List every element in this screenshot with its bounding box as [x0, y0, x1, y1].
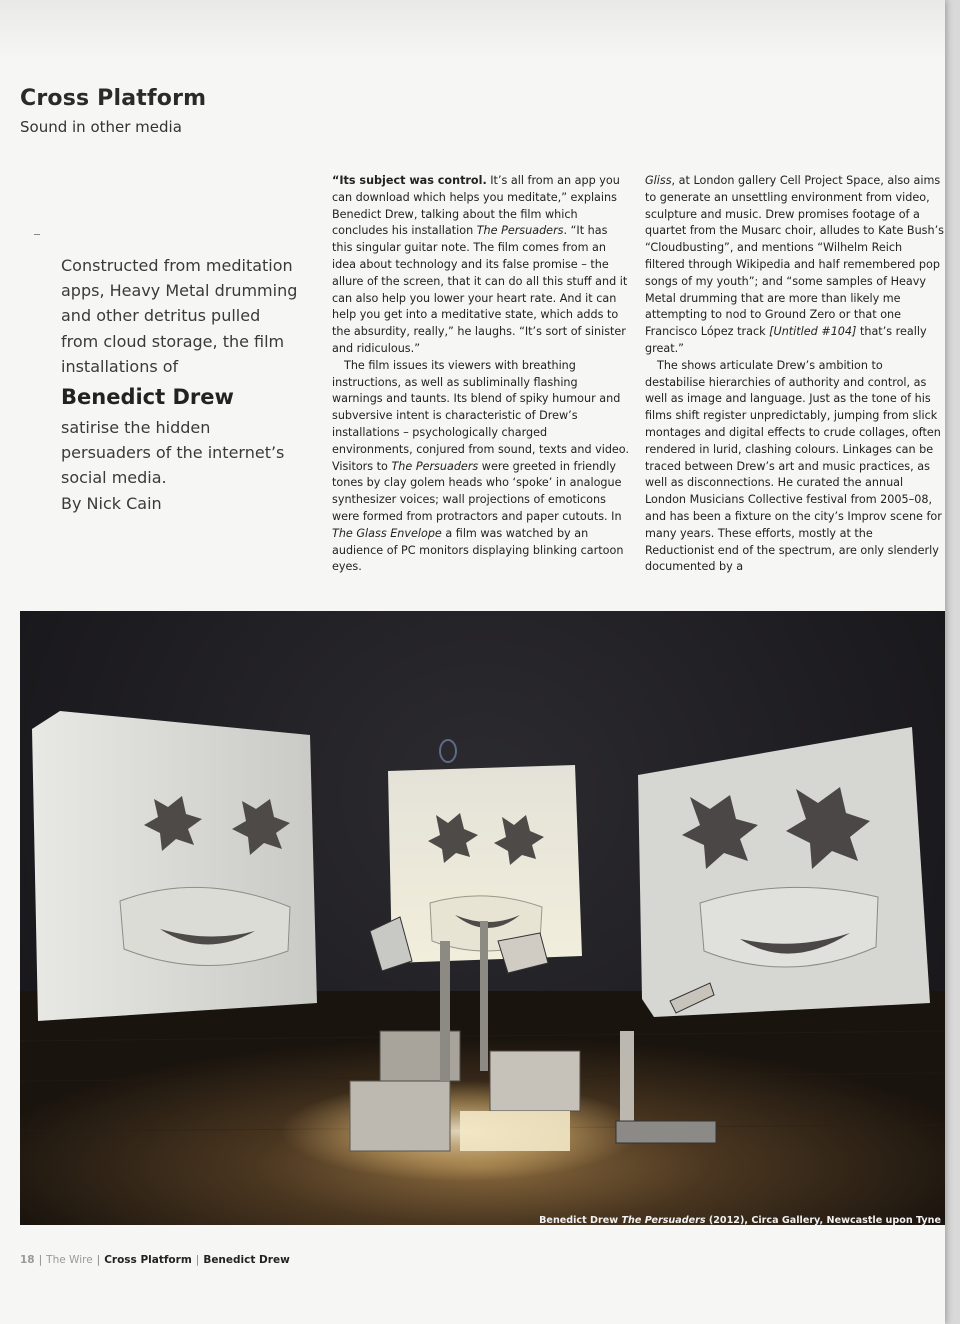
- page-footer: [20, 1254, 290, 1266]
- page-top-shade: [0, 0, 945, 60]
- footer-section: Cross Platform: [104, 1254, 192, 1266]
- section-title: Cross Platform: [20, 86, 207, 111]
- caption-text: Benedict Drew: [539, 1215, 622, 1226]
- article-column-1: [332, 173, 630, 576]
- text-run: The film issues its viewers with breathing instructions, as well as subliminally flashing warnings and taunts. Its blend of spiky humour and subversive intent is characteristic of Drew’s installations – psychologically charged environments, conjured from sound, texts and video. Visitors to: [332, 358, 630, 473]
- standfirst: [61, 253, 301, 516]
- ceiling-object: [440, 740, 456, 762]
- section-subtitle: Sound in other media: [20, 118, 182, 136]
- lead-quote: “Its subject was control.: [332, 174, 487, 187]
- byline: By Nick Cain: [61, 493, 162, 513]
- work-title: The Persuaders: [391, 459, 479, 473]
- track-title: [Untitled #104]: [769, 325, 857, 339]
- installation-photo: [20, 611, 945, 1225]
- text-run: . “It has this singular guitar note. The film comes from an idea about technology and its false promise – the allure of the screen, that it can do all this stuff and it can also help you lower your heart rate. And it can help you get into a meditative state, which adds to the absurdity, really,” he laughs. “It’s sort of sinister and ridiculous.”: [332, 224, 628, 355]
- paragraph: The shows articulate Drew’s ambition to destabilise hierarchies of authority and control, as well as image and language. Just as the tone of his films shift register unpredictably, jumping from slick montages and digital effects to crude collages, often rendered in lurid, clashing colours. Linkages can be traced between Drew’s art and music practices, as well as disconnections. He curated the annual London Musicians Collective festival from 2005–08, and has been a fixture on the city’s Improv scene for many years. These efforts, mostly at the Reductionist end of the spectrum, are only slenderly documented by a: [645, 358, 942, 574]
- paragraph: [332, 358, 630, 576]
- separator: |: [96, 1254, 101, 1266]
- standfirst-outro: satirise the hidden persuaders of the internet’s social media.: [61, 418, 285, 488]
- paragraph: [645, 173, 945, 358]
- left-screen: [32, 711, 317, 1021]
- text-run: that’s really great.”: [645, 325, 927, 355]
- work-title: The Persuaders: [476, 224, 564, 238]
- page-number: 18: [20, 1254, 35, 1266]
- text-run: a film was watched by an audience of PC monitors displaying blinking cartoon eyes.: [332, 526, 624, 574]
- work-title: The Glass Envelope: [332, 526, 442, 540]
- separator: |: [195, 1254, 200, 1266]
- text-run: were greeted in friendly tones by clay golem heads who ‘spoke’ in analogue synthesizer voices; wall projections of emoticons were formed from protractors and paper cutouts. In: [332, 459, 622, 523]
- paragraph: [332, 173, 630, 358]
- text-run: It’s all from an app you can download which helps you meditate,” explains Benedict Drew, talking about the film which concludes his installation: [332, 174, 620, 238]
- photo-illustration: [20, 611, 945, 1225]
- standfirst-intro: Constructed from meditation apps, Heavy Metal drumming and other detritus pulled from cloud storage, the film installations of: [61, 256, 298, 376]
- margin-mark: [34, 234, 40, 235]
- article-column-2: [645, 173, 945, 576]
- magazine-name: The Wire: [46, 1254, 93, 1266]
- photo-caption: [20, 1215, 945, 1229]
- caption-text: (2012), Circa Gallery, Newcastle upon Tyne: [705, 1215, 941, 1226]
- work-title: Gliss: [645, 174, 672, 187]
- footer-subject: Benedict Drew: [203, 1254, 290, 1266]
- caption-work-title: The Persuaders: [621, 1215, 706, 1226]
- artist-name: Benedict Drew: [61, 385, 234, 410]
- separator: |: [38, 1254, 43, 1266]
- text-run: , at London gallery Cell Project Space, also aims to generate an unsettling environment from video, sculpture and music. Drew promises footage of a quartet from the Musarc choir, alludes to Kate Bush’s “Cloudbusting”, and mentions “Wilhelm Reich filtered through Wikipedia and half remembered pop songs of my youth”; and “some samples of Heavy Metal drumming that are more than likely me attempting to nod to Ground Zero or that one Francisco López track: [645, 174, 944, 339]
- right-screen: [638, 727, 930, 1017]
